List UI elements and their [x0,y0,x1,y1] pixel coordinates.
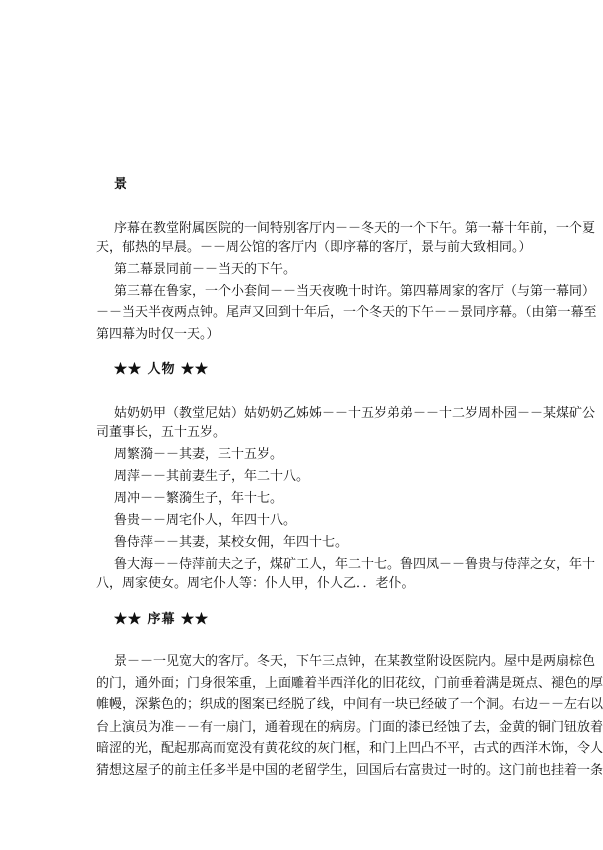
scene-line: 第三幕在鲁家，一个小套间－－当天夜晚十时许。第四幕周家的客厅（与第一幕同） [114,284,596,299]
scene-line: 序幕在教堂附属医院的一间特别客厅内－－冬天的一个下午。第一幕十年前，一个夏 [114,221,596,236]
prologue-line: 的门，通外面；门身很笨重，上面雕着半西洋化的旧花纹，门前垂着满是斑点、褪色的厚 [96,676,603,691]
character-line: 周冲－－繁漪生子，年十七。 [114,491,284,506]
character-line: 周萍－－其前妻生子，年二十八。 [114,469,310,484]
character-line: 鲁大海－－侍萍前夫之子，煤矿工人，年二十七。鲁四凤－－鲁贵与侍萍之女，年十 [114,557,596,572]
scene-line: 第二幕景同前－－当天的下午。 [114,262,297,277]
character-line: 司董事长，五十五岁。 [96,425,227,440]
character-line: 鲁侍萍－－其妻，某校女佣，年四十七。 [114,535,349,550]
prologue-line: 景－－一见宽大的客厅。冬天，下午三点钟，在某教堂附设医院内。屋中是两扇棕色 [114,654,596,669]
characters-heading: ★★ 人物 ★★ [114,362,210,377]
character-line: 周繁漪－－其妻，三十五岁。 [114,447,284,462]
scene-line: －－当天半夜两点钟。尾声又回到十年后，一个冬天的下午－－景同序幕。（由第一幕至 [96,305,597,320]
character-line: 八，周家使女。周宅仆人等：仆人甲，仆人乙．．老仆。 [96,576,415,591]
prologue-line: 台上演员为准－－有一扇门，通着现在的病房。门面的漆已经蚀了去，金黄的铜门钮放着 [96,720,603,735]
scene-heading: 景 [114,177,129,192]
character-line: 姑奶奶甲（教堂尼姑）姑奶奶乙姊姊－－十五岁弟弟－－十二岁周朴园－－某煤矿公 [114,406,596,421]
scene-line: 第四幕为时仅一天。） [96,327,220,342]
prologue-line: 帷幔，深紫色的；织成的图案已经脱了线，中间有一块已经破了一个洞。右边－－左右以 [96,697,603,712]
prologue-line: 猜想这屋子的前主任多半是中国的老留学生，回国后右富贵过一时的。这门前也挂着一条 [96,763,603,778]
prologue-heading: ★★ 序幕 ★★ [114,612,210,627]
scene-line: 天，郁热的早晨。－－周公馆的客厅内（即序幕的客厅，景与前大致相同。） [96,240,532,255]
character-line: 鲁贵－－周宅仆人，年四十八。 [114,513,297,528]
prologue-line: 暗涩的光，配起那高而宽没有黄花纹的灰门框，和门上凹凸不平，古式的西洋木饰，令人 [96,741,603,756]
